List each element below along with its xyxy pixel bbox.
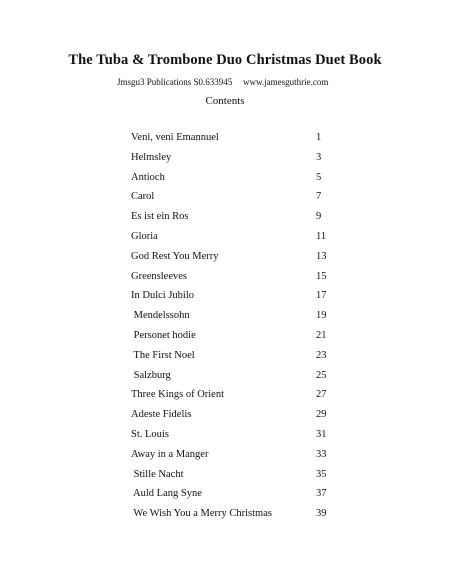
toc-entry-page: 3 <box>316 151 322 163</box>
toc-entry-title: In Dulci Jubilo <box>131 290 194 302</box>
toc-entry-page: 35 <box>316 468 327 480</box>
toc-entry-page: 17 <box>316 290 327 302</box>
toc-entry-title: Es ist ein Ros <box>131 211 189 223</box>
toc-entry-title: Salzburg <box>131 369 171 381</box>
toc-entry <box>0 504 450 524</box>
table-of-contents <box>0 128 450 524</box>
toc-entry-page: 7 <box>316 191 322 203</box>
toc-entry-page: 19 <box>316 310 327 322</box>
toc-entry <box>0 445 450 465</box>
toc-entry-page: 39 <box>316 508 327 520</box>
toc-entry <box>0 247 450 267</box>
toc-entry <box>0 286 450 306</box>
toc-entry-title: Gloria <box>131 230 158 242</box>
toc-entry-title: Auld Lang Syne <box>131 488 202 500</box>
toc-entry-page: 21 <box>316 329 327 341</box>
toc-entry-page: 23 <box>316 349 327 361</box>
contents-heading: Contents <box>205 95 245 107</box>
toc-entry-title: Three Kings of Orient <box>131 389 225 401</box>
toc-entry-title: Helmsley <box>131 151 172 163</box>
toc-entry <box>0 207 450 227</box>
toc-entry <box>0 405 450 425</box>
toc-entry-page: 9 <box>316 211 322 223</box>
toc-entry-page: 15 <box>316 270 327 282</box>
toc-entry-page: 29 <box>316 409 327 421</box>
website-text: www.jamesguthrie.com <box>243 77 329 87</box>
toc-entry <box>0 306 450 326</box>
toc-entry <box>0 484 450 504</box>
toc-entry-page: 5 <box>316 171 322 183</box>
toc-entry-title: God Rest You Merry <box>131 250 219 262</box>
toc-entry <box>0 227 450 247</box>
toc-entry-title: St. Louis <box>131 428 169 440</box>
toc-entry-title: Personet hodie <box>131 329 196 341</box>
toc-entry <box>0 465 450 485</box>
toc-entry <box>0 267 450 287</box>
toc-entry-title: Stille Nacht <box>131 468 184 480</box>
toc-entry-page: 1 <box>316 132 322 143</box>
toc-entry-title: Antioch <box>131 171 165 183</box>
toc-entry-title: Greensleeves <box>131 270 187 282</box>
toc-entry <box>0 385 450 405</box>
toc-entry <box>0 148 450 168</box>
document-title: The Tuba & Trombone Duo Christmas Duet Book <box>68 52 382 68</box>
publisher-text: Jmsgu3 Publications S0.633945 <box>117 77 233 87</box>
toc-entry-page: 27 <box>316 389 327 401</box>
toc-entry-title: We Wish You a Merry Christmas <box>131 508 272 520</box>
toc-entry-page: 31 <box>316 428 327 440</box>
toc-entry-title: The First Noel <box>131 349 195 361</box>
toc-entry <box>0 346 450 366</box>
toc-entry-page: 13 <box>316 250 327 262</box>
toc-entry-title: Veni, veni Emannuel <box>131 132 219 143</box>
toc-entry-page: 11 <box>316 230 327 242</box>
toc-entry-title: Away in a Manger <box>131 448 209 460</box>
toc-entry-title: Carol <box>131 191 155 203</box>
toc-entry <box>0 425 450 445</box>
toc-entry-page: 33 <box>316 448 327 460</box>
toc-entry <box>0 168 450 188</box>
toc-entry <box>0 326 450 346</box>
toc-entry <box>0 187 450 207</box>
toc-entry <box>0 128 450 148</box>
toc-entry-page: 25 <box>316 369 327 381</box>
toc-entry-title: Adeste Fidelis <box>131 409 192 421</box>
toc-entry-page: 37 <box>316 488 327 500</box>
toc-entry <box>0 366 450 386</box>
toc-entry-title: Mendelssohn <box>131 310 190 322</box>
